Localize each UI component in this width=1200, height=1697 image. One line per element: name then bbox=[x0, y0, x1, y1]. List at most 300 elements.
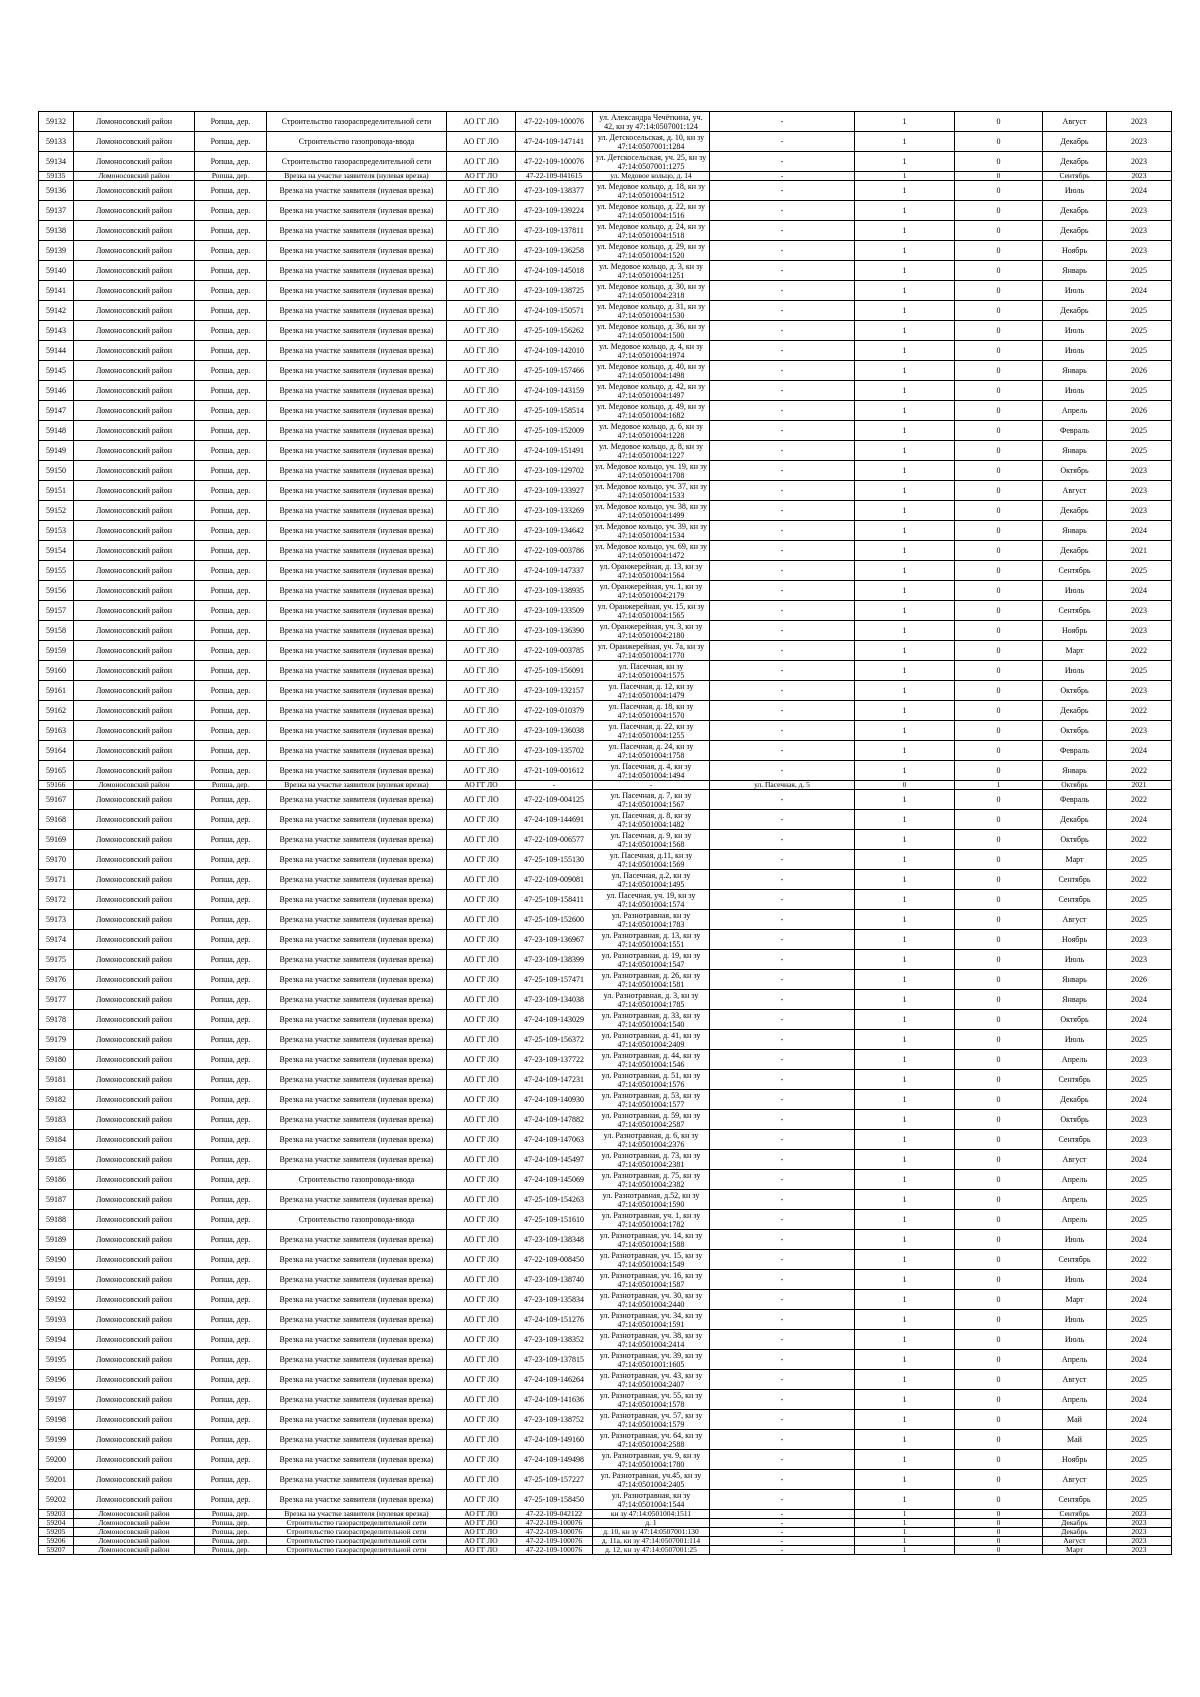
year-cell: 2025 bbox=[1107, 1070, 1172, 1090]
application-number-cell: 47-22-109-003785 bbox=[516, 641, 593, 661]
organization-cell: АО ГГ ЛО bbox=[447, 790, 516, 810]
settlement-cell: Ропша, дер. bbox=[195, 1250, 267, 1270]
count-plan-cell: 1 bbox=[855, 301, 955, 321]
count-plan-cell: 1 bbox=[855, 1090, 955, 1110]
count-fact-cell: 0 bbox=[955, 1546, 1043, 1555]
work-type-cell: Врезка на участке заявителя (нулевая врезка) bbox=[267, 1270, 447, 1290]
year-cell: 2023 bbox=[1107, 950, 1172, 970]
count-plan-cell: 1 bbox=[855, 1010, 955, 1030]
count-fact-cell: 0 bbox=[955, 990, 1043, 1010]
row-number-cell: 59139 bbox=[39, 241, 74, 261]
application-number-cell: 47-23-109-134038 bbox=[516, 990, 593, 1010]
alt-address-cell: - bbox=[710, 1490, 855, 1510]
work-type-cell: Врезка на участке заявителя (нулевая врезка) bbox=[267, 1370, 447, 1390]
settlement-cell: Ропша, дер. bbox=[195, 761, 267, 781]
month-cell: Июль bbox=[1043, 1030, 1107, 1050]
address-cell: ул. Разнотравная, уч. 43, кн зу 47:14:0501004:2407 bbox=[593, 1370, 710, 1390]
work-type-cell: Врезка на участке заявителя (нулевая врезка) bbox=[267, 341, 447, 361]
work-type-cell: Врезка на участке заявителя (нулевая врезка) bbox=[267, 790, 447, 810]
alt-address-cell: - bbox=[710, 541, 855, 561]
count-plan-cell: 1 bbox=[855, 721, 955, 741]
district-cell: Ломоносовский район bbox=[74, 1330, 195, 1350]
count-fact-cell: 0 bbox=[955, 1519, 1043, 1528]
organization-cell: АО ГГ ЛО bbox=[447, 621, 516, 641]
address-cell: ул. Пасечная, д. 7, кн зу 47:14:0501004:1567 bbox=[593, 790, 710, 810]
month-cell: Май bbox=[1043, 1430, 1107, 1450]
application-number-cell: - bbox=[516, 781, 593, 790]
count-plan-cell: 1 bbox=[855, 561, 955, 581]
table-row bbox=[39, 1230, 1172, 1250]
count-fact-cell: 0 bbox=[955, 501, 1043, 521]
organization-cell: АО ГГ ЛО bbox=[447, 1210, 516, 1230]
organization-cell: АО ГГ ЛО bbox=[447, 132, 516, 152]
count-fact-cell: 0 bbox=[955, 1537, 1043, 1546]
application-number-cell: 47-24-109-142010 bbox=[516, 341, 593, 361]
count-plan-cell: 1 bbox=[855, 321, 955, 341]
row-number-cell: 59141 bbox=[39, 281, 74, 301]
organization-cell: АО ГГ ЛО bbox=[447, 521, 516, 541]
address-cell: ул. Пасечная, д. 9, кн зу 47:14:0501004:1568 bbox=[593, 830, 710, 850]
address-cell: ул. Медовое кольцо, д. 30, кн зу 47:14:0501004:2318 bbox=[593, 281, 710, 301]
month-cell: Июль bbox=[1043, 181, 1107, 201]
address-cell: ул. Медовое кольцо, уч. 37, кн зу 47:14:0501004:1533 bbox=[593, 481, 710, 501]
table-row bbox=[39, 341, 1172, 361]
register-table bbox=[38, 111, 1172, 1555]
row-number-cell: 59174 bbox=[39, 930, 74, 950]
year-cell: 2024 bbox=[1107, 1350, 1172, 1370]
address-cell: ул. Пасечная, д.11, кн зу 47:14:0501004:1569 bbox=[593, 850, 710, 870]
district-cell: Ломоносовский район bbox=[74, 501, 195, 521]
district-cell: Ломоносовский район bbox=[74, 321, 195, 341]
year-cell: 2025 bbox=[1107, 1490, 1172, 1510]
count-plan-cell: 1 bbox=[855, 241, 955, 261]
address-cell: ул. Пасечная, уч. 19, кн зу 47:14:0501004:1574 bbox=[593, 890, 710, 910]
table-row bbox=[39, 261, 1172, 281]
organization-cell: АО ГГ ЛО bbox=[447, 1510, 516, 1519]
work-type-cell: Врезка на участке заявителя (нулевая врезка) bbox=[267, 401, 447, 421]
work-type-cell: Врезка на участке заявителя (нулевая врезка) bbox=[267, 1510, 447, 1519]
settlement-cell: Ропша, дер. bbox=[195, 830, 267, 850]
count-fact-cell: 0 bbox=[955, 1130, 1043, 1150]
alt-address-cell: - bbox=[710, 1450, 855, 1470]
year-cell: 2024 bbox=[1107, 1090, 1172, 1110]
table-row bbox=[39, 1190, 1172, 1210]
district-cell: Ломоносовский район bbox=[74, 241, 195, 261]
count-fact-cell: 0 bbox=[955, 850, 1043, 870]
district-cell: Ломоносовский район bbox=[74, 1290, 195, 1310]
count-plan-cell: 1 bbox=[855, 361, 955, 381]
settlement-cell: Ропша, дер. bbox=[195, 521, 267, 541]
application-number-cell: 47-22-109-004125 bbox=[516, 790, 593, 810]
application-number-cell: 47-24-109-149498 bbox=[516, 1450, 593, 1470]
table-row bbox=[39, 890, 1172, 910]
row-number-cell: 59171 bbox=[39, 870, 74, 890]
district-cell: Ломоносовский район bbox=[74, 1470, 195, 1490]
district-cell: Ломоносовский район bbox=[74, 401, 195, 421]
count-fact-cell: 0 bbox=[955, 1410, 1043, 1430]
alt-address-cell: - bbox=[710, 132, 855, 152]
district-cell: Ломоносовский район bbox=[74, 341, 195, 361]
application-number-cell: 47-23-109-129702 bbox=[516, 461, 593, 481]
work-type-cell: Строительство газораспределительной сети bbox=[267, 152, 447, 172]
district-cell: Ломоносовский район bbox=[74, 521, 195, 541]
address-cell: ул. Оранжерейная, уч. 7а, кн зу 47:14:0501004:1770 bbox=[593, 641, 710, 661]
organization-cell: АО ГГ ЛО bbox=[447, 1110, 516, 1130]
row-number-cell: 59163 bbox=[39, 721, 74, 741]
count-fact-cell: 0 bbox=[955, 1330, 1043, 1350]
settlement-cell: Ропша, дер. bbox=[195, 112, 267, 132]
count-plan-cell: 1 bbox=[855, 1537, 955, 1546]
district-cell: Ломоносовский район bbox=[74, 890, 195, 910]
year-cell: 2024 bbox=[1107, 1150, 1172, 1170]
count-plan-cell: 1 bbox=[855, 481, 955, 501]
year-cell: 2025 bbox=[1107, 261, 1172, 281]
table-row bbox=[39, 950, 1172, 970]
application-number-cell: 47-22-109-100076 bbox=[516, 112, 593, 132]
year-cell: 2023 bbox=[1107, 1528, 1172, 1537]
year-cell: 2023 bbox=[1107, 112, 1172, 132]
count-plan-cell: 1 bbox=[855, 221, 955, 241]
table-row bbox=[39, 401, 1172, 421]
row-number-cell: 59202 bbox=[39, 1490, 74, 1510]
settlement-cell: Ропша, дер. bbox=[195, 1270, 267, 1290]
alt-address-cell: ул. Пасечная, д. 5 bbox=[710, 781, 855, 790]
row-number-cell: 59169 bbox=[39, 830, 74, 850]
year-cell: 2023 bbox=[1107, 1130, 1172, 1150]
organization-cell: АО ГГ ЛО bbox=[447, 741, 516, 761]
alt-address-cell: - bbox=[710, 870, 855, 890]
year-cell: 2023 bbox=[1107, 930, 1172, 950]
month-cell: Январь bbox=[1043, 261, 1107, 281]
year-cell: 2022 bbox=[1107, 641, 1172, 661]
table-row bbox=[39, 241, 1172, 261]
application-number-cell: 47-24-109-151491 bbox=[516, 441, 593, 461]
address-cell: ул. Пасечная, д. 18, кн зу 47:14:0501004:1570 bbox=[593, 701, 710, 721]
organization-cell: АО ГГ ЛО bbox=[447, 401, 516, 421]
month-cell: Сентябрь bbox=[1043, 601, 1107, 621]
table-row bbox=[39, 810, 1172, 830]
month-cell: Июль bbox=[1043, 1270, 1107, 1290]
application-number-cell: 47-24-109-145069 bbox=[516, 1170, 593, 1190]
settlement-cell: Ропша, дер. bbox=[195, 1330, 267, 1350]
month-cell: Август bbox=[1043, 481, 1107, 501]
count-fact-cell: 0 bbox=[955, 1450, 1043, 1470]
count-plan-cell: 1 bbox=[855, 621, 955, 641]
settlement-cell: Ропша, дер. bbox=[195, 790, 267, 810]
organization-cell: АО ГГ ЛО bbox=[447, 1190, 516, 1210]
row-number-cell: 59143 bbox=[39, 321, 74, 341]
year-cell: 2024 bbox=[1107, 581, 1172, 601]
application-number-cell: 47-24-109-150571 bbox=[516, 301, 593, 321]
work-type-cell: Врезка на участке заявителя (нулевая врезка) bbox=[267, 741, 447, 761]
settlement-cell: Ропша, дер. bbox=[195, 1470, 267, 1490]
address-cell: ул. Медовое кольцо, д. 29, кн зу 47:14:0501004:1520 bbox=[593, 241, 710, 261]
organization-cell: АО ГГ ЛО bbox=[447, 1170, 516, 1190]
count-fact-cell: 0 bbox=[955, 790, 1043, 810]
work-type-cell: Врезка на участке заявителя (нулевая врезка) bbox=[267, 1070, 447, 1090]
month-cell: Июль bbox=[1043, 281, 1107, 301]
table-row bbox=[39, 181, 1172, 201]
year-cell: 2023 bbox=[1107, 152, 1172, 172]
district-cell: Ломоносовский район bbox=[74, 1528, 195, 1537]
month-cell: Февраль bbox=[1043, 741, 1107, 761]
work-type-cell: Врезка на участке заявителя (нулевая врезка) bbox=[267, 910, 447, 930]
alt-address-cell: - bbox=[710, 341, 855, 361]
alt-address-cell: - bbox=[710, 701, 855, 721]
count-plan-cell: 1 bbox=[855, 761, 955, 781]
organization-cell: АО ГГ ЛО bbox=[447, 181, 516, 201]
count-fact-cell: 0 bbox=[955, 621, 1043, 641]
table-row bbox=[39, 910, 1172, 930]
row-number-cell: 59148 bbox=[39, 421, 74, 441]
settlement-cell: Ропша, дер. bbox=[195, 1390, 267, 1410]
district-cell: Ломоносовский район bbox=[74, 990, 195, 1010]
organization-cell: АО ГГ ЛО bbox=[447, 1410, 516, 1430]
organization-cell: АО ГГ ЛО bbox=[447, 1546, 516, 1555]
work-type-cell: Врезка на участке заявителя (нулевая врезка) bbox=[267, 1010, 447, 1030]
alt-address-cell: - bbox=[710, 1270, 855, 1290]
settlement-cell: Ропша, дер. bbox=[195, 581, 267, 601]
address-cell: ул. Оранжерейная, д. 13, кн зу 47:14:0501004:1564 bbox=[593, 561, 710, 581]
year-cell: 2024 bbox=[1107, 1010, 1172, 1030]
alt-address-cell: - bbox=[710, 1470, 855, 1490]
table-row bbox=[39, 1090, 1172, 1110]
application-number-cell: 47-23-109-138352 bbox=[516, 1330, 593, 1350]
table-row bbox=[39, 1410, 1172, 1430]
count-fact-cell: 0 bbox=[955, 741, 1043, 761]
count-fact-cell: 0 bbox=[955, 1370, 1043, 1390]
district-cell: Ломоносовский район bbox=[74, 181, 195, 201]
alt-address-cell: - bbox=[710, 850, 855, 870]
district-cell: Ломоносовский район bbox=[74, 541, 195, 561]
settlement-cell: Ропша, дер. bbox=[195, 1090, 267, 1110]
settlement-cell: Ропша, дер. bbox=[195, 561, 267, 581]
application-number-cell: 47-22-109-100076 bbox=[516, 1519, 593, 1528]
count-fact-cell: 0 bbox=[955, 1430, 1043, 1450]
address-cell: ул. Разнотравная, уч. 34, кн зу 47:14:0501004:1591 bbox=[593, 1310, 710, 1330]
work-type-cell: Врезка на участке заявителя (нулевая врезка) bbox=[267, 1190, 447, 1210]
count-fact-cell: 0 bbox=[955, 890, 1043, 910]
address-cell: ул. Медовое кольцо, д. 42, кн зу 47:14:0501004:1497 bbox=[593, 381, 710, 401]
settlement-cell: Ропша, дер. bbox=[195, 930, 267, 950]
count-fact-cell: 0 bbox=[955, 1150, 1043, 1170]
work-type-cell: Врезка на участке заявителя (нулевая врезка) bbox=[267, 1150, 447, 1170]
alt-address-cell: - bbox=[710, 401, 855, 421]
settlement-cell: Ропша, дер. bbox=[195, 1490, 267, 1510]
work-type-cell: Врезка на участке заявителя (нулевая врезка) bbox=[267, 561, 447, 581]
alt-address-cell: - bbox=[710, 181, 855, 201]
district-cell: Ломоносовский район bbox=[74, 1350, 195, 1370]
month-cell: Сентябрь bbox=[1043, 561, 1107, 581]
district-cell: Ломоносовский район bbox=[74, 601, 195, 621]
settlement-cell: Ропша, дер. bbox=[195, 1070, 267, 1090]
district-cell: Ломоносовский район bbox=[74, 790, 195, 810]
district-cell: Ломоносовский район bbox=[74, 1130, 195, 1150]
month-cell: Май bbox=[1043, 1410, 1107, 1430]
count-plan-cell: 1 bbox=[855, 870, 955, 890]
count-plan-cell: 1 bbox=[855, 1546, 955, 1555]
table-row bbox=[39, 741, 1172, 761]
organization-cell: АО ГГ ЛО bbox=[447, 701, 516, 721]
application-number-cell: 47-25-109-157466 bbox=[516, 361, 593, 381]
settlement-cell: Ропша, дер. bbox=[195, 601, 267, 621]
count-fact-cell: 0 bbox=[955, 1010, 1043, 1030]
table-row bbox=[39, 830, 1172, 850]
alt-address-cell: - bbox=[710, 1528, 855, 1537]
district-cell: Ломоносовский район bbox=[74, 561, 195, 581]
work-type-cell: Врезка на участке заявителя (нулевая врезка) bbox=[267, 1250, 447, 1270]
organization-cell: АО ГГ ЛО bbox=[447, 341, 516, 361]
district-cell: Ломоносовский район bbox=[74, 1030, 195, 1050]
district-cell: Ломоносовский район bbox=[74, 1546, 195, 1555]
table-row bbox=[39, 541, 1172, 561]
table-row bbox=[39, 790, 1172, 810]
row-number-cell: 59195 bbox=[39, 1350, 74, 1370]
count-plan-cell: 1 bbox=[855, 1390, 955, 1410]
work-type-cell: Врезка на участке заявителя (нулевая врезка) bbox=[267, 1090, 447, 1110]
year-cell: 2026 bbox=[1107, 401, 1172, 421]
application-number-cell: 47-24-109-147337 bbox=[516, 561, 593, 581]
address-cell: ул. Пасечная, д.2, кн зу 47:14:0501004:1495 bbox=[593, 870, 710, 890]
application-number-cell: 47-24-109-144691 bbox=[516, 810, 593, 830]
settlement-cell: Ропша, дер. bbox=[195, 1150, 267, 1170]
count-fact-cell: 0 bbox=[955, 441, 1043, 461]
organization-cell: АО ГГ ЛО bbox=[447, 1490, 516, 1510]
settlement-cell: Ропша, дер. bbox=[195, 341, 267, 361]
alt-address-cell: - bbox=[710, 581, 855, 601]
count-plan-cell: 1 bbox=[855, 1070, 955, 1090]
row-number-cell: 59180 bbox=[39, 1050, 74, 1070]
row-number-cell: 59158 bbox=[39, 621, 74, 641]
row-number-cell: 59136 bbox=[39, 181, 74, 201]
address-cell: кн зу 47:14:0501004:1511 bbox=[593, 1510, 710, 1519]
settlement-cell: Ропша, дер. bbox=[195, 1528, 267, 1537]
address-cell: ул. Детскосельская, уч. 25, кн зу 47:14:0507001:1275 bbox=[593, 152, 710, 172]
work-type-cell: Строительство газораспределительной сети bbox=[267, 112, 447, 132]
table-row bbox=[39, 701, 1172, 721]
alt-address-cell: - bbox=[710, 1110, 855, 1130]
count-plan-cell: 0 bbox=[855, 781, 955, 790]
count-fact-cell: 0 bbox=[955, 221, 1043, 241]
application-number-cell: 47-25-109-155130 bbox=[516, 850, 593, 870]
address-cell: ул. Медовое кольцо, д. 31, кн зу 47:14:0501004:1530 bbox=[593, 301, 710, 321]
work-type-cell: Врезка на участке заявителя (нулевая врезка) bbox=[267, 1030, 447, 1050]
row-number-cell: 59170 bbox=[39, 850, 74, 870]
alt-address-cell: - bbox=[710, 810, 855, 830]
table-row bbox=[39, 601, 1172, 621]
row-number-cell: 59156 bbox=[39, 581, 74, 601]
month-cell: Октябрь bbox=[1043, 461, 1107, 481]
table-row bbox=[39, 1310, 1172, 1330]
alt-address-cell: - bbox=[710, 561, 855, 581]
year-cell: 2025 bbox=[1107, 1170, 1172, 1190]
year-cell: 2023 bbox=[1107, 172, 1172, 181]
work-type-cell: Врезка на участке заявителя (нулевая врезка) bbox=[267, 241, 447, 261]
settlement-cell: Ропша, дер. bbox=[195, 870, 267, 890]
work-type-cell: Врезка на участке заявителя (нулевая врезка) bbox=[267, 810, 447, 830]
application-number-cell: 47-24-109-151276 bbox=[516, 1310, 593, 1330]
year-cell: 2025 bbox=[1107, 561, 1172, 581]
count-fact-cell: 0 bbox=[955, 281, 1043, 301]
settlement-cell: Ропша, дер. bbox=[195, 1370, 267, 1390]
month-cell: Декабрь bbox=[1043, 1528, 1107, 1537]
work-type-cell: Врезка на участке заявителя (нулевая врезка) bbox=[267, 281, 447, 301]
address-cell: д. 10, кн зу 47:14:0507001:130 bbox=[593, 1528, 710, 1537]
settlement-cell: Ропша, дер. bbox=[195, 421, 267, 441]
address-cell: ул. Александра Чечёткина, уч. 42, кн зу 47:14:0507001:124 bbox=[593, 112, 710, 132]
settlement-cell: Ропша, дер. bbox=[195, 132, 267, 152]
table-row bbox=[39, 1430, 1172, 1450]
application-number-cell: 47-23-109-138399 bbox=[516, 950, 593, 970]
count-fact-cell: 0 bbox=[955, 201, 1043, 221]
year-cell: 2025 bbox=[1107, 1190, 1172, 1210]
count-fact-cell: 0 bbox=[955, 1528, 1043, 1537]
alt-address-cell: - bbox=[710, 1370, 855, 1390]
count-fact-cell: 0 bbox=[955, 321, 1043, 341]
work-type-cell: Врезка на участке заявителя (нулевая врезка) bbox=[267, 1490, 447, 1510]
table-row bbox=[39, 1370, 1172, 1390]
work-type-cell: Врезка на участке заявителя (нулевая врезка) bbox=[267, 1130, 447, 1150]
count-plan-cell: 1 bbox=[855, 341, 955, 361]
application-number-cell: 47-23-109-137815 bbox=[516, 1350, 593, 1370]
alt-address-cell: - bbox=[710, 261, 855, 281]
application-number-cell: 47-24-109-147882 bbox=[516, 1110, 593, 1130]
work-type-cell: Врезка на участке заявителя (нулевая врезка) bbox=[267, 781, 447, 790]
year-cell: 2023 bbox=[1107, 501, 1172, 521]
address-cell: ул. Разнотравная, кн зу 47:14:0501004:1783 bbox=[593, 910, 710, 930]
count-plan-cell: 1 bbox=[855, 601, 955, 621]
organization-cell: АО ГГ ЛО bbox=[447, 281, 516, 301]
organization-cell: АО ГГ ЛО bbox=[447, 810, 516, 830]
alt-address-cell: - bbox=[710, 381, 855, 401]
year-cell: 2023 bbox=[1107, 241, 1172, 261]
count-fact-cell: 0 bbox=[955, 1490, 1043, 1510]
work-type-cell: Врезка на участке заявителя (нулевая врезка) bbox=[267, 501, 447, 521]
district-cell: Ломоносовский район bbox=[74, 132, 195, 152]
work-type-cell: Врезка на участке заявителя (нулевая врезка) bbox=[267, 441, 447, 461]
row-number-cell: 59190 bbox=[39, 1250, 74, 1270]
count-fact-cell: 0 bbox=[955, 970, 1043, 990]
count-plan-cell: 1 bbox=[855, 970, 955, 990]
year-cell: 2024 bbox=[1107, 1410, 1172, 1430]
organization-cell: АО ГГ ЛО bbox=[447, 421, 516, 441]
count-fact-cell: 0 bbox=[955, 1110, 1043, 1130]
district-cell: Ломоносовский район bbox=[74, 261, 195, 281]
district-cell: Ломоносовский район bbox=[74, 1370, 195, 1390]
table-row bbox=[39, 721, 1172, 741]
count-plan-cell: 1 bbox=[855, 1310, 955, 1330]
application-number-cell: 47-24-109-145018 bbox=[516, 261, 593, 281]
count-plan-cell: 1 bbox=[855, 1490, 955, 1510]
row-number-cell: 59196 bbox=[39, 1370, 74, 1390]
address-cell: ул. Медовое кольцо, д. 40, кн зу 47:14:0501004:1498 bbox=[593, 361, 710, 381]
row-number-cell: 59207 bbox=[39, 1546, 74, 1555]
table-row bbox=[39, 1290, 1172, 1310]
count-fact-cell: 0 bbox=[955, 701, 1043, 721]
address-cell: ул. Медовое кольцо, уч. 19, кн зу 47:14:0501004:1708 bbox=[593, 461, 710, 481]
settlement-cell: Ропша, дер. bbox=[195, 681, 267, 701]
settlement-cell: Ропша, дер. bbox=[195, 741, 267, 761]
count-plan-cell: 1 bbox=[855, 501, 955, 521]
organization-cell: АО ГГ ЛО bbox=[447, 1350, 516, 1370]
row-number-cell: 59147 bbox=[39, 401, 74, 421]
count-plan-cell: 1 bbox=[855, 1290, 955, 1310]
count-fact-cell: 0 bbox=[955, 1030, 1043, 1050]
month-cell: Январь bbox=[1043, 990, 1107, 1010]
alt-address-cell: - bbox=[710, 201, 855, 221]
organization-cell: АО ГГ ЛО bbox=[447, 1370, 516, 1390]
organization-cell: АО ГГ ЛО bbox=[447, 890, 516, 910]
